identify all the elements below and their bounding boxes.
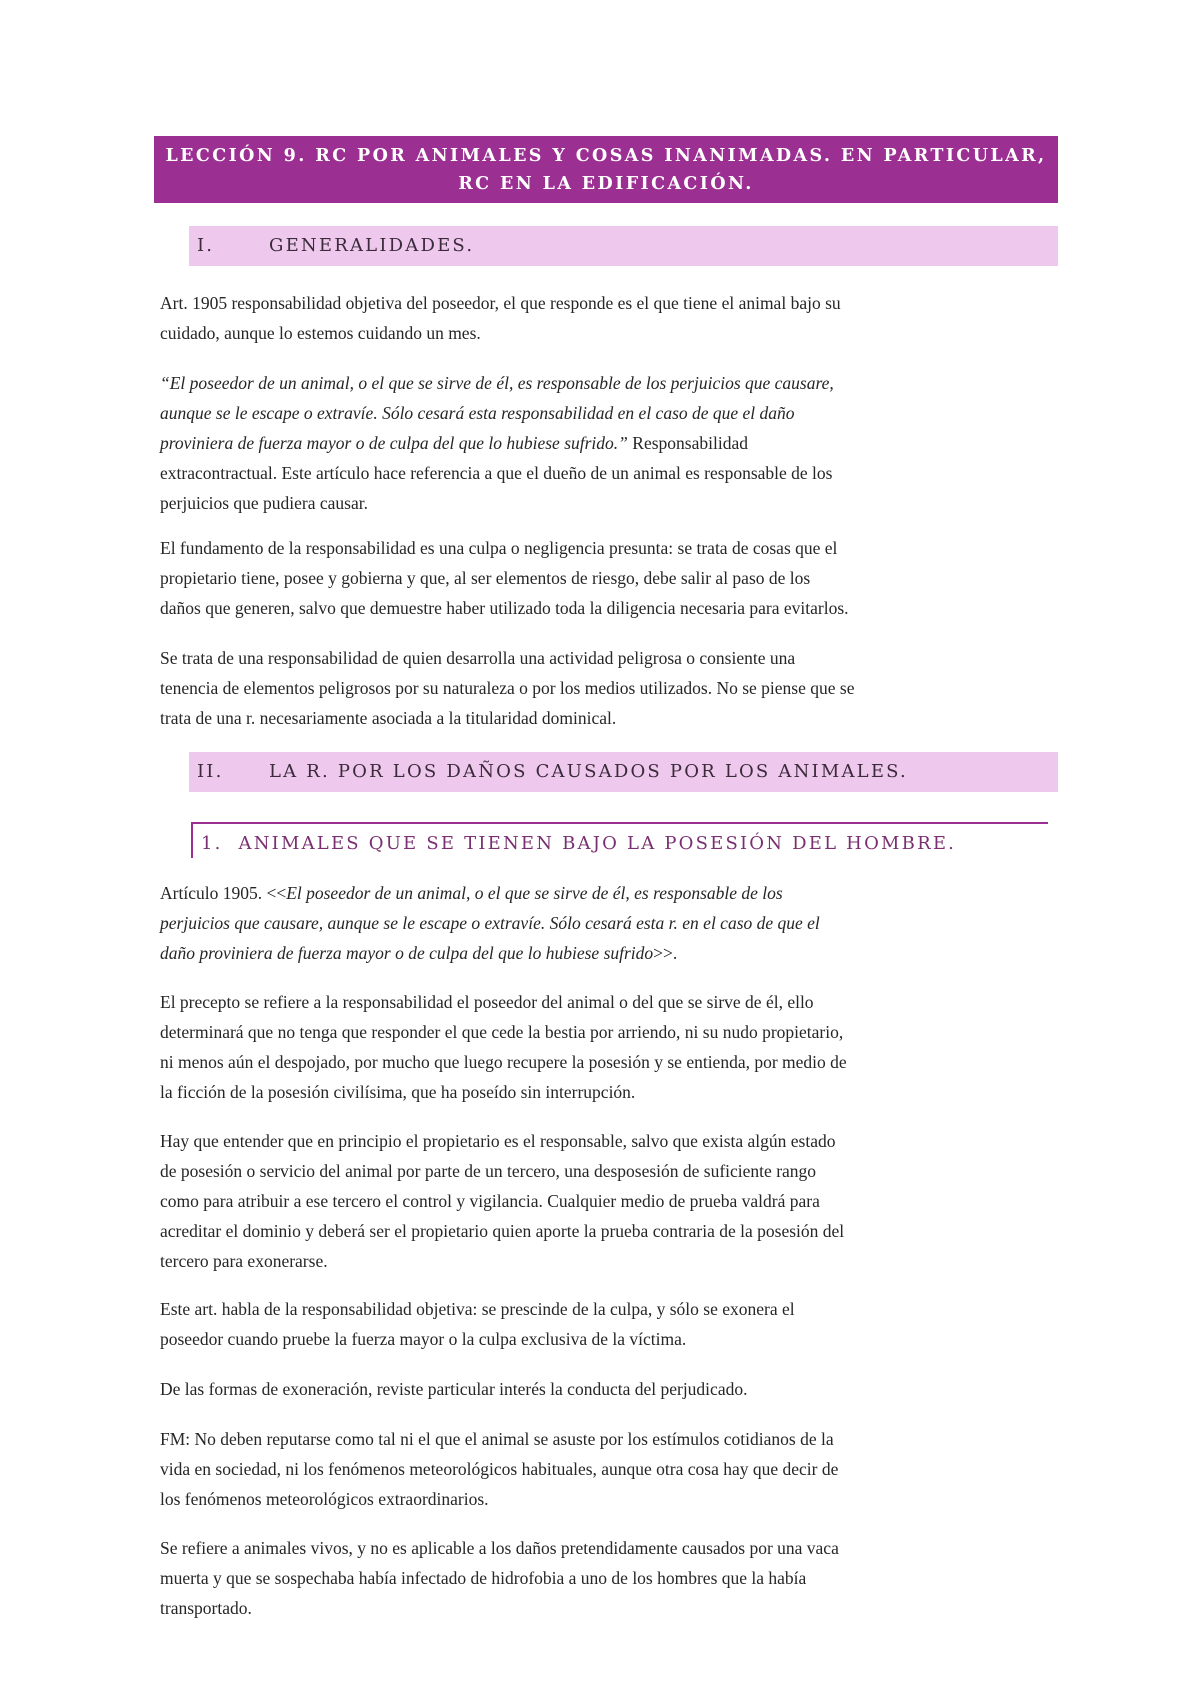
text-line: tercero para exonerarse. [160, 1251, 328, 1271]
quote-text: daño proviniera de fuerza mayor o de culpa del que lo hubiese sufrido [160, 943, 654, 963]
text-run: Responsabilidad [627, 433, 748, 453]
text-line: tenencia de elementos peligrosos por su naturaleza o por los medios utilizados. No se piense que se [160, 678, 855, 698]
section-number: II. [197, 761, 224, 782]
text-run: >>. [653, 943, 678, 963]
text-line: poseedor cuando pruebe la fuerza mayor o la culpa exclusiva de la víctima. [160, 1329, 687, 1349]
text-line: los fenómenos meteorológicos extraordinarios. [160, 1489, 489, 1509]
paragraph-responsabilidad-objetiva [160, 1294, 1060, 1354]
paragraph-fuerza-mayor [160, 1424, 1060, 1514]
paragraph-fundamento [160, 533, 1060, 623]
text-line: determinará que no tenga que responder el que cede la bestia por arriendo, ni su nudo propietario, [160, 1022, 844, 1042]
text-line: Hay que entender que en principio el propietario es el responsable, salvo que exista algún estado [160, 1131, 836, 1151]
text-line: Se refiere a animales vivos, y no es aplicable a los daños pretendidamente causados por una vaca [160, 1538, 839, 1558]
section-label: GENERALIDADES. [269, 235, 475, 256]
text-line: El fundamento de la responsabilidad es una culpa o negligencia presunta: se trata de cosas que el [160, 538, 838, 558]
lesson-title-line-2: RC EN LA EDIFICACIÓN. [458, 174, 754, 194]
text-line: Se trata de una responsabilidad de quien desarrolla una actividad peligrosa o consiente una [160, 648, 796, 668]
quote-text: proviniera de fuerza mayor o de culpa del que lo hubiese sufrido.” [160, 433, 628, 453]
text-line: perjuicios que pudiera causar. [160, 493, 368, 513]
text-line: Este art. habla de la responsabilidad objetiva: se prescinde de la culpa, y sólo se exonera el [160, 1299, 795, 1319]
text-line: daños que generen, salvo que demuestre haber utilizado toda la diligencia necesaria para evitarlos. [160, 598, 849, 618]
section-label: LA R. POR LOS DAÑOS CAUSADOS POR LOS ANIMALES. [269, 761, 908, 782]
text-line: de posesión o servicio del animal por parte de un tercero, una desposesión de suficiente rango [160, 1161, 817, 1181]
text-line: El precepto se refiere a la responsabilidad el poseedor del animal o del que se sirve de él, ello [160, 992, 814, 1012]
paragraph-quote-1905 [160, 368, 1060, 518]
paragraph-animales-vivos [160, 1533, 1060, 1623]
subsection-heading [191, 822, 1048, 858]
text-line: propietario tiene, posee y gobierna y que, al ser elementos de riesgo, debe salir al paso de los [160, 568, 811, 588]
text-line: De las formas de exoneración, reviste particular interés la conducta del perjudicado. [160, 1379, 748, 1399]
text-line: vida en sociedad, ni los fenómenos meteorológicos habituales, aunque otra cosa hay que decir de [160, 1459, 839, 1479]
text-line: transportado. [160, 1598, 252, 1618]
quote-text: “El poseedor de un animal, o el que se sirve de él, es responsable de los perjuicios que causare, [160, 373, 834, 393]
section-heading-generalidades [189, 226, 1058, 266]
text-line: Art. 1905 responsabilidad objetiva del poseedor, el que responde es el que tiene el animal bajo su [160, 293, 841, 313]
subsection-number: 1. [201, 833, 223, 854]
text-line: la ficción de la posesión civilísima, que ha poseído sin interrupción. [160, 1082, 636, 1102]
quote-text: El poseedor de un animal, o el que se sirve de él, es responsable de los [286, 883, 783, 903]
text-line: ni menos aún el despojado, por mucho que luego recupere la posesión y se entienda, por medio de [160, 1052, 847, 1072]
text-line: muerta y que se sospechaba había infectado de hidrofobia a uno de los hombres que la había [160, 1568, 807, 1588]
text-run: Artículo 1905. << [160, 883, 287, 903]
lesson-title [154, 136, 1058, 203]
paragraph-art-1905 [160, 288, 1060, 348]
text-line: FM: No deben reputarse como tal ni el que el animal se asuste por los estímulos cotidianos de la [160, 1429, 834, 1449]
paragraph-precepto [160, 987, 1060, 1107]
section-number: I. [197, 235, 215, 256]
paragraph-exoneracion [160, 1374, 1060, 1404]
text-line: trata de una r. necesariamente asociada a la titularidad dominical. [160, 708, 617, 728]
quote-text: perjuicios que causare, aunque se le escape o extravíe. Sólo cesará esta r. en el caso de que el [160, 913, 820, 933]
text-line: extracontractual. Este artículo hace referencia a que el dueño de un animal es responsable de los [160, 463, 833, 483]
text-line: cuidado, aunque lo estemos cuidando un mes. [160, 323, 481, 343]
subsection-label: ANIMALES QUE SE TIENEN BAJO LA POSESIÓN DEL HOMBRE. [238, 833, 957, 854]
paragraph-propietario [160, 1126, 1060, 1276]
quote-text: aunque se le escape o extravíe. Sólo cesará esta responsabilidad en el caso de que el daño [160, 403, 795, 423]
section-heading-danos-animales [189, 752, 1058, 792]
lesson-title-line-1: LECCIÓN 9. RC POR ANIMALES Y COSAS INANIMADAS. EN PARTICULAR, [165, 146, 1047, 166]
text-line: acreditar el dominio y deberá ser el propietario quien aporte la prueba contraria de la posesión del [160, 1221, 845, 1241]
text-line: como para atribuir a ese tercero el control y vigilancia. Cualquier medio de prueba valdrá para [160, 1191, 820, 1211]
paragraph-articulo-1905 [160, 878, 1060, 968]
paragraph-actividad-peligrosa [160, 643, 1060, 733]
